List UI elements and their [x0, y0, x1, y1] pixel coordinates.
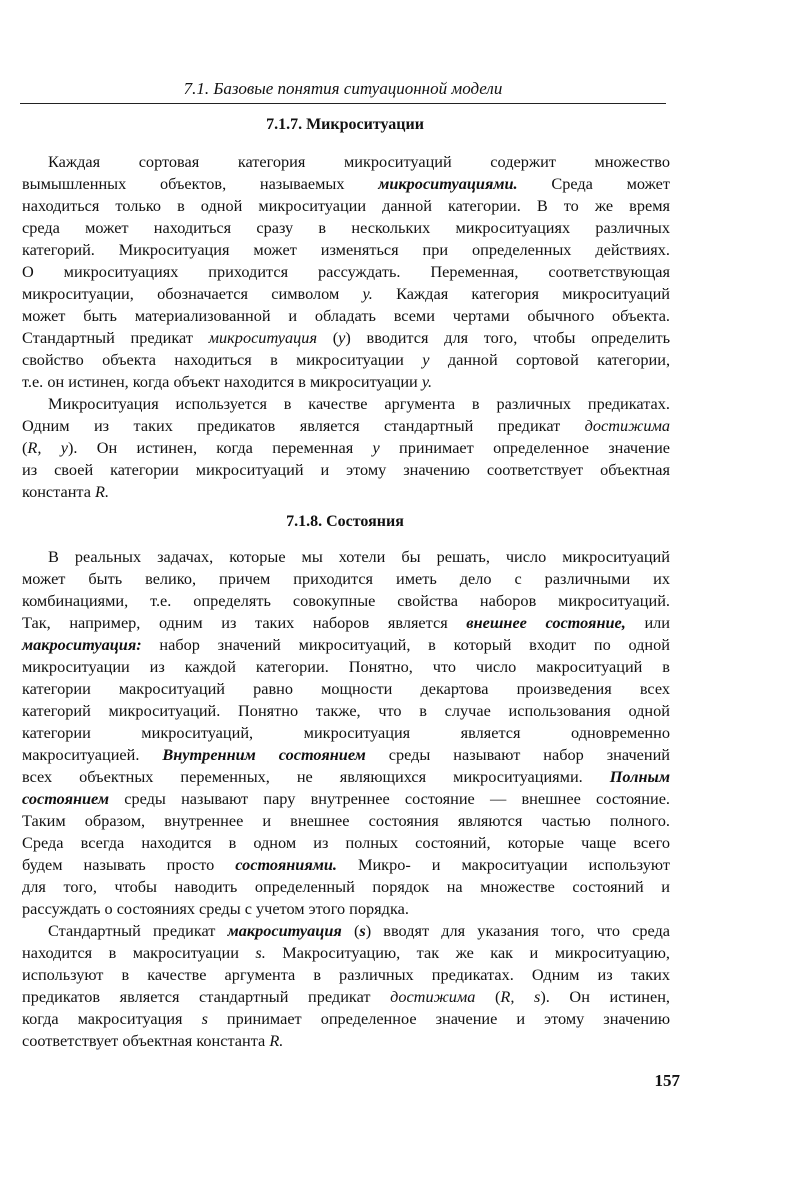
text-line: категорий микроситуаций. Понятно также, что в случае использования одной: [22, 701, 670, 720]
text-line: предикатов является стандартный предикат достижима (R, s). Он истинен,: [22, 987, 670, 1006]
text-line: категории макроситуаций равно мощности декартова произведения всех: [22, 679, 670, 698]
section1-body: [22, 151, 670, 503]
text-line: рассуждать о состояниях среды с учетом этого порядка.: [22, 899, 409, 918]
term-emphasis: внешнее состояние,: [466, 613, 626, 632]
text-line: среда может находиться сразу в нескольких микроситуациях различных: [22, 218, 670, 237]
term-emphasis: Полным: [609, 767, 670, 786]
text-line: Стандартный предикат макроситуация (s) вводят для указания того, что среда: [48, 921, 670, 940]
text-line: Так, например, одним из таких наборов является внешнее состояние, или: [22, 613, 670, 632]
text-line: Одним из таких предикатов является стандартный предикат достижима: [22, 416, 670, 435]
text-line: макроситуацией. Внутренним состоянием среды называют набор значений: [22, 745, 671, 764]
term-emphasis: состоянием: [22, 789, 110, 808]
text-line: комбинациями, т.е. определять совокупные свойства наборов микроситуаций.: [22, 591, 670, 610]
text-line: из своей категории микроситуаций и этому значению соответствует объектная: [22, 460, 670, 479]
running-header: 7.1. Базовые понятия ситуационной модели: [183, 79, 503, 98]
term-emphasis: макроситуация:: [22, 635, 142, 654]
text-line: микроситуации, обозначается символом у. Каждая категория микроситуаций: [22, 284, 670, 303]
text-line: используют в качестве аргумента в различных предикатах. Одним из таких: [22, 965, 670, 984]
header-rule: [20, 103, 666, 104]
term-emphasis: микроситуациями.: [378, 174, 518, 193]
term-emphasis: состояниями.: [235, 855, 338, 874]
text-line: константа R.: [22, 482, 110, 501]
text-line: макроситуация: набор значений микроситуаций, в который входит по одной: [22, 635, 670, 654]
text-line: В реальных задачах, которые мы хотели бы решать, число микроситуаций: [48, 547, 670, 566]
text-line: состоянием среды называют пару внутреннее состояние — внешнее состояние.: [22, 789, 670, 808]
text-line: Стандартный предикат микроситуация (у) вводится для того, чтобы определить: [22, 328, 670, 347]
term-emphasis: Внутренним состоянием: [162, 745, 366, 764]
text-line: когда макроситуация s принимает определенное значение и этому значению: [22, 1009, 670, 1028]
text-line: находится в макроситуации s. Макроситуацию, так же как и микроситуацию,: [22, 943, 670, 962]
text-line: т.е. он истинен, когда объект находится в микроситуации у.: [22, 372, 433, 391]
section-heading-microsituations: 7.1.7. Микроситуации: [266, 116, 424, 133]
text-line: категории микроситуаций, микроситуация является одновременно: [22, 723, 670, 742]
text-line: будем называть просто состояниями. Микро- и макроситуации используют: [22, 855, 670, 874]
text-line: для того, чтобы наводить определенный порядок на множестве состояний и: [22, 877, 670, 896]
text-line: находиться только в одной микроситуации данной категории. В то же время: [22, 196, 670, 215]
text-line: всех объектных переменных, не являющихся микроситуациями. Полным: [22, 767, 670, 786]
text-line: Среда всегда находится в одном из полных состояний, которые чаще всего: [22, 833, 670, 852]
text-line: категорий. Микроситуация может изменяться при определенных действиях.: [22, 240, 670, 259]
text-line: соответствует объектная константа R.: [22, 1031, 284, 1050]
text-line: может быть велико, причем приходится иметь дело с различными их: [22, 569, 670, 588]
text-line: Таким образом, внутреннее и внешнее состояния являются частью полного.: [22, 811, 670, 830]
text-line: вымышленных объектов, называемых микроситуациями. Среда может: [22, 174, 671, 193]
text-line: может быть материализованной и обладать всеми чертами обычного объекта.: [22, 306, 670, 325]
text-line: Каждая сортовая категория микроситуаций содержит множество: [48, 152, 670, 171]
section-heading-states: 7.1.8. Состояния: [286, 513, 404, 530]
text-line: О микроситуациях приходится рассуждать. Переменная, соответствующая: [22, 262, 670, 281]
text-line: (R, у). Он истинен, когда переменная у принимает определенное значение: [22, 438, 671, 457]
text-line: микроситуации из каждой категории. Понятно, что число макроситуаций в: [22, 657, 670, 676]
text-line: свойство объекта находиться в микроситуации у данной сортовой категории,: [22, 350, 671, 369]
section2-body: [22, 546, 670, 1052]
text-line: Микроситуация используется в качестве аргумента в различных предикатах.: [48, 394, 670, 413]
page-number: 157: [654, 1071, 680, 1090]
